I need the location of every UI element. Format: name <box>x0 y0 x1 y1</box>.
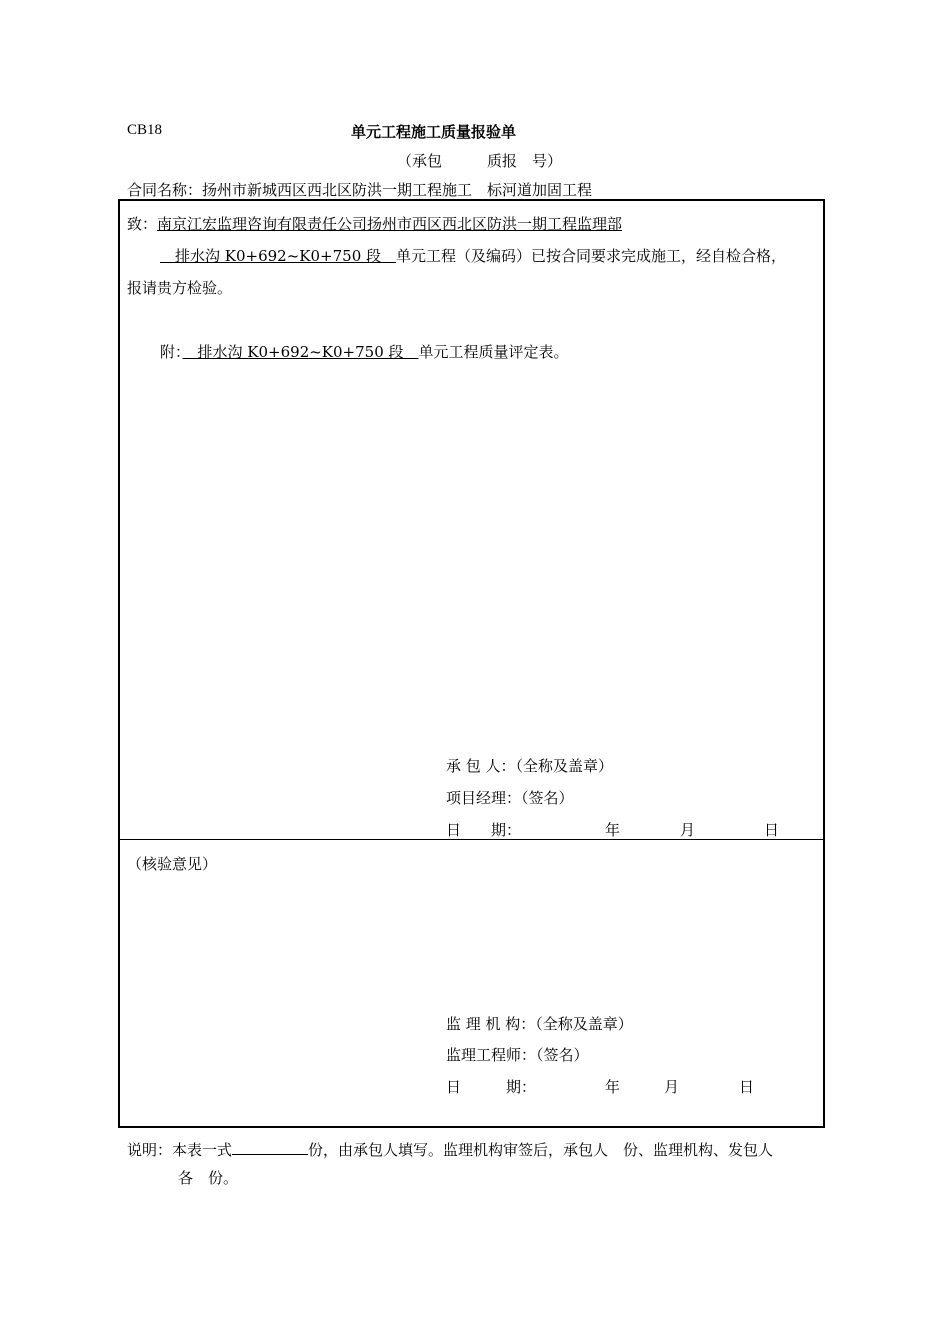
copies-blank <box>232 1140 308 1155</box>
contract-name-line <box>127 179 592 200</box>
day-label-2: 日 <box>739 1078 755 1096</box>
footer-note-line-1 <box>127 1139 773 1160</box>
attachment-text: 单元工程质量评定表。 <box>418 343 569 361</box>
year-label-2: 年 <box>605 1078 621 1096</box>
to-label: 致： <box>127 215 158 233</box>
engineer-label: 监理工程师：（签名） <box>446 1046 589 1064</box>
date-label-1: 日 期： <box>446 821 522 839</box>
body-line-2: 报请贵方检验。 <box>127 279 233 297</box>
project-manager-label: 项目经理：（签名） <box>446 789 574 807</box>
recipient-org: 南京江宏监理咨询有限责任公司扬州市西区西北区防洪一期工程监理部 <box>157 215 623 233</box>
form-subtitle: （承包 质报 号） <box>397 152 563 170</box>
form-code: CB18 <box>127 122 163 138</box>
footer-note-line-2: 各 份。 <box>178 1169 239 1187</box>
note-mid: 份，由承包人填写。监理机构审签后，承包人 份、监理机构、发包人 <box>308 1141 774 1159</box>
form-title: 单元工程施工质量报验单 <box>351 123 517 141</box>
body-text-1: 单元工程（及编码）已按合同要求完成施工，经自检合格， <box>396 247 787 265</box>
opinion-label: （核验意见） <box>127 855 218 873</box>
supervisor-label: 监 理 机 构：（全称及盖章） <box>446 1015 633 1033</box>
year-label-1: 年 <box>605 821 621 839</box>
contract-label: 合同名称： <box>127 181 203 199</box>
recipient-line <box>127 213 622 234</box>
form-box <box>118 199 825 1128</box>
contractor-label: 承 包 人：（全称及盖章） <box>446 757 614 775</box>
attachment-label: 附： <box>160 343 183 361</box>
note-prefix: 说明：本表一式 <box>127 1141 233 1159</box>
attachment-line <box>160 341 569 362</box>
month-label-2: 月 <box>664 1078 680 1096</box>
date-label-2: 日 期： <box>446 1078 537 1096</box>
unit-name: 排水沟 K0+692~K0+750 段 <box>160 247 397 265</box>
body-line-1 <box>160 245 786 266</box>
contract-name: 扬州市新城西区西北区防洪一期工程施工 标河道加固工程 <box>202 181 593 199</box>
day-label-1: 日 <box>764 821 780 839</box>
attachment-unit: 排水沟 K0+692~K0+750 段 <box>182 343 419 361</box>
month-label-1: 月 <box>680 821 696 839</box>
